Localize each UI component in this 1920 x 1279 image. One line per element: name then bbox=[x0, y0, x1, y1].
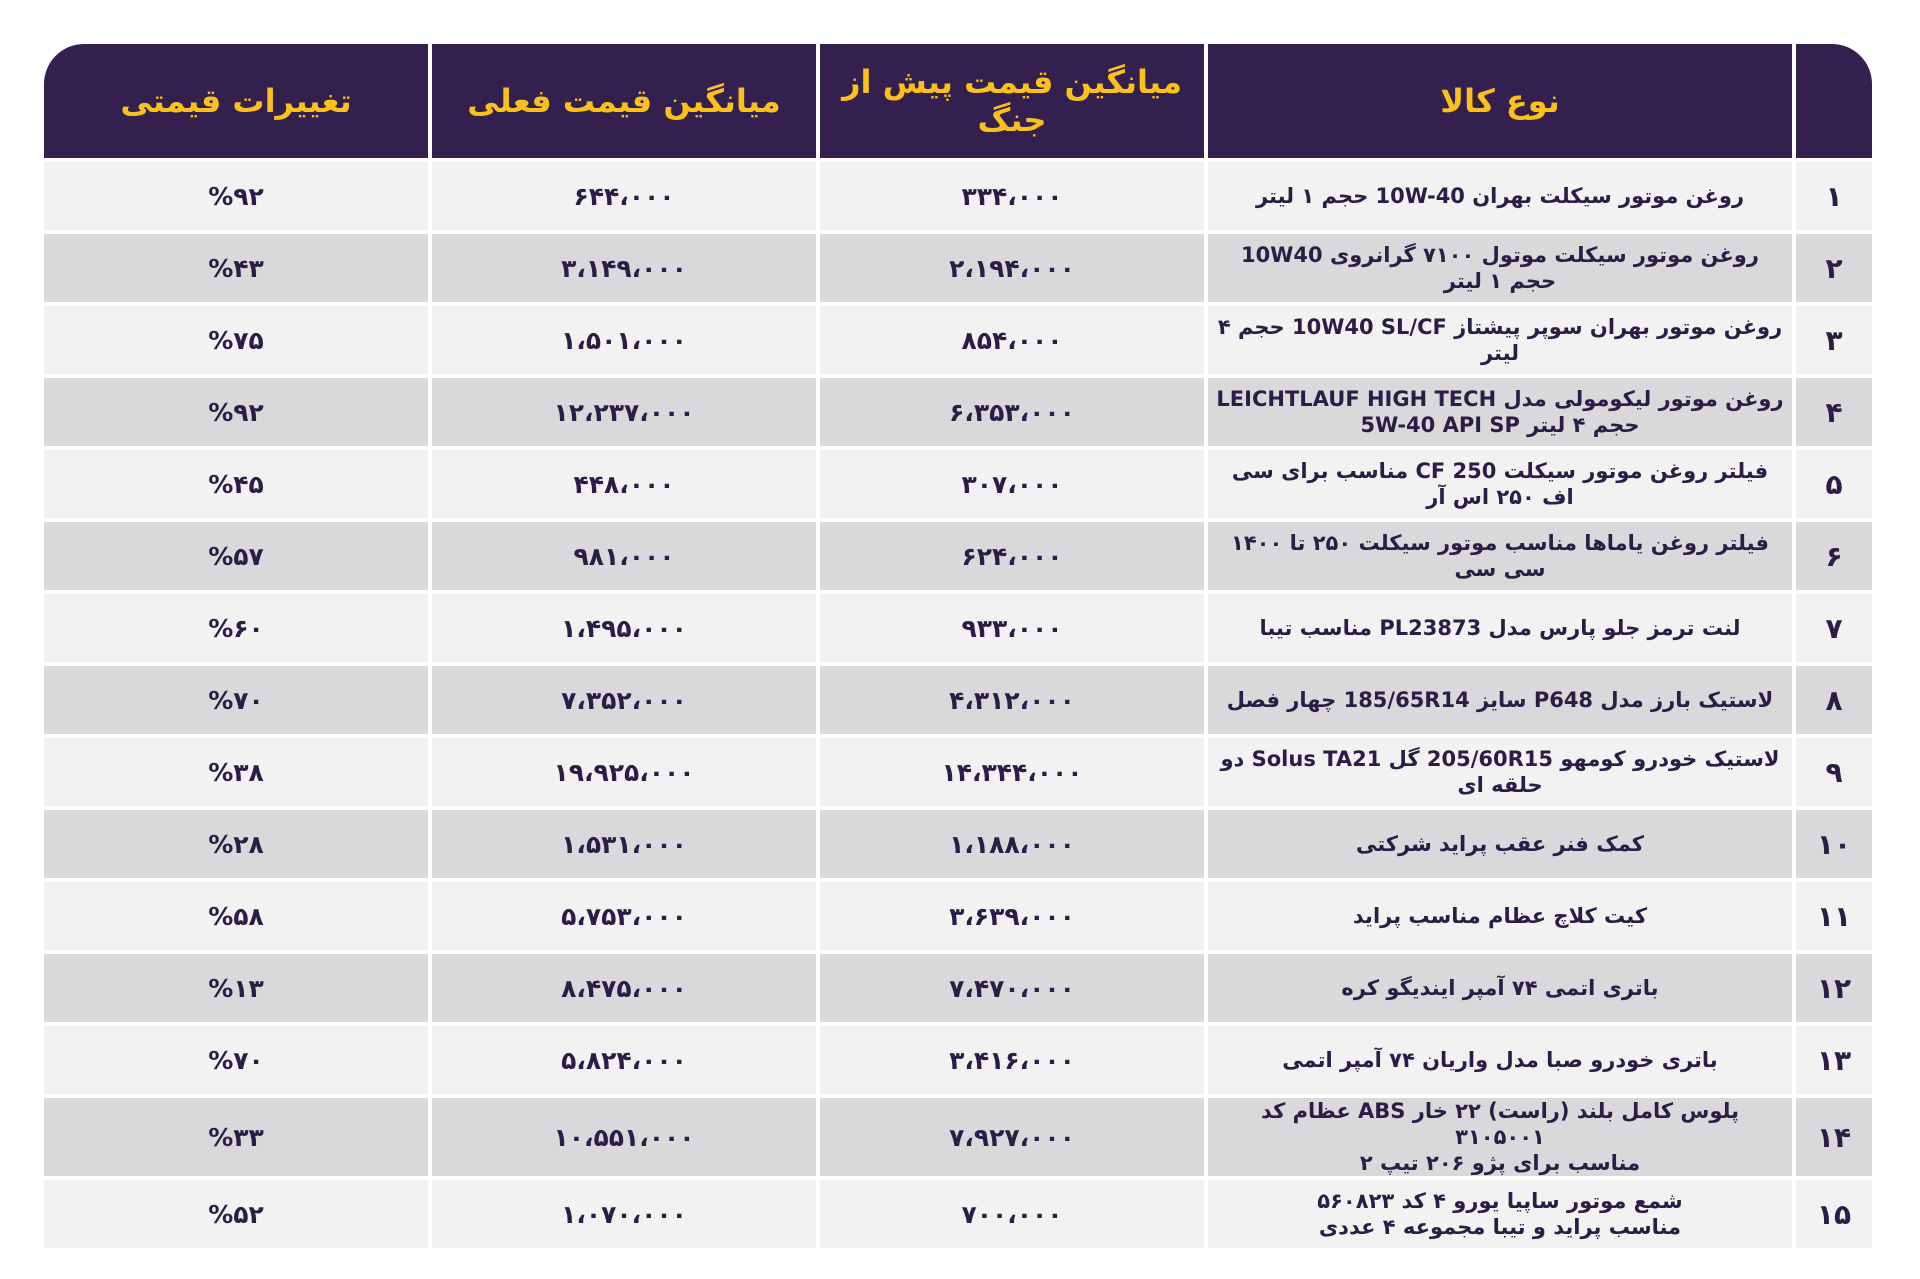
row-index: ۹ bbox=[1796, 738, 1872, 806]
row-index: ۶ bbox=[1796, 522, 1872, 590]
table-row bbox=[44, 954, 1872, 1022]
header-item-type: نوع کالا bbox=[1208, 44, 1792, 158]
row-price-change: %۲۸ bbox=[44, 810, 428, 878]
row-prewar-price: ۳،۴۱۶،۰۰۰ bbox=[820, 1026, 1204, 1094]
row-price-change: %۳۸ bbox=[44, 738, 428, 806]
row-item-name bbox=[1208, 954, 1792, 1022]
table-row bbox=[44, 666, 1872, 734]
table-row bbox=[44, 522, 1872, 590]
row-current-price: ۱۰،۵۵۱،۰۰۰ bbox=[432, 1098, 816, 1176]
price-comparison-table bbox=[40, 40, 1876, 1252]
row-current-price: ۱،۵۳۱،۰۰۰ bbox=[432, 810, 816, 878]
row-prewar-price: ۴،۳۱۲،۰۰۰ bbox=[820, 666, 1204, 734]
table-body bbox=[44, 162, 1872, 1248]
table-row bbox=[44, 1180, 1872, 1248]
row-price-change: %۹۲ bbox=[44, 162, 428, 230]
item-name-line: روغن موتور بهران سوپر پیشتاز ‎10W40 SL/CF‎ حجم ۴ لیتر bbox=[1217, 315, 1783, 365]
row-item-name bbox=[1208, 306, 1792, 374]
row-prewar-price: ۱،۱۸۸،۰۰۰ bbox=[820, 810, 1204, 878]
item-name-line: مناسب برای پژو ۲۰۶ تیپ ۲ bbox=[1359, 1151, 1641, 1175]
row-current-price: ۷،۳۵۲،۰۰۰ bbox=[432, 666, 816, 734]
table-row bbox=[44, 738, 1872, 806]
row-price-change: %۳۳ bbox=[44, 1098, 428, 1176]
header-price-change: تغییرات قیمتی bbox=[44, 44, 428, 158]
row-price-change: %۴۳ bbox=[44, 234, 428, 302]
price-comparison-table-container bbox=[44, 44, 1880, 1250]
row-current-price: ۹۸۱،۰۰۰ bbox=[432, 522, 816, 590]
row-index: ۱۴ bbox=[1796, 1098, 1872, 1176]
table-header-row bbox=[44, 44, 1872, 158]
header-prewar-price: میانگین قیمت پیش از جنگ bbox=[820, 44, 1204, 158]
table-row bbox=[44, 234, 1872, 302]
item-name-line: لاستیک بارز مدل ‎P648‎ سایز ‎185/65R14‎ چهار فصل bbox=[1226, 688, 1774, 712]
row-price-change: %۹۲ bbox=[44, 378, 428, 446]
row-price-change: %۵۲ bbox=[44, 1180, 428, 1248]
row-current-price: ۵،۷۵۳،۰۰۰ bbox=[432, 882, 816, 950]
row-item-name bbox=[1208, 594, 1792, 662]
row-prewar-price: ۷،۴۷۰،۰۰۰ bbox=[820, 954, 1204, 1022]
row-price-change: %۵۷ bbox=[44, 522, 428, 590]
row-item-name bbox=[1208, 666, 1792, 734]
item-name-line: حجم ۴ لیتر ‎5W-40 API SP‎ bbox=[1360, 413, 1640, 437]
table-row bbox=[44, 162, 1872, 230]
item-name-line: لاستیک خودرو کومهو ‎205/60R15‎ گل ‎Solus TA21‎ دو حلقه ای bbox=[1220, 747, 1780, 797]
table-row bbox=[44, 1098, 1872, 1176]
item-name-line: فیلتر روغن یاماها مناسب موتور سیکلت ۲۵۰ تا ۱۴۰۰ سی سی bbox=[1231, 531, 1769, 581]
item-name-line: باتری اتمی ۷۴ آمپر ایندیگو کره bbox=[1341, 976, 1659, 1000]
row-index: ۱۵ bbox=[1796, 1180, 1872, 1248]
row-index: ۱۱ bbox=[1796, 882, 1872, 950]
row-prewar-price: ۳۳۴،۰۰۰ bbox=[820, 162, 1204, 230]
table-row bbox=[44, 450, 1872, 518]
row-index: ۱۰ bbox=[1796, 810, 1872, 878]
table-row bbox=[44, 306, 1872, 374]
row-item-name bbox=[1208, 234, 1792, 302]
row-price-change: %۵۸ bbox=[44, 882, 428, 950]
row-index: ۸ bbox=[1796, 666, 1872, 734]
item-name-line: لنت ترمز جلو پارس مدل ‎PL23873‎ مناسب تیبا bbox=[1259, 616, 1741, 640]
row-prewar-price: ۶۲۴،۰۰۰ bbox=[820, 522, 1204, 590]
row-price-change: %۴۵ bbox=[44, 450, 428, 518]
row-prewar-price: ۷،۹۲۷،۰۰۰ bbox=[820, 1098, 1204, 1176]
row-item-name bbox=[1208, 1026, 1792, 1094]
item-name-line: شمع موتور ساپیا یورو ۴ کد ۵۶۰۸۲۳ bbox=[1317, 1189, 1683, 1213]
row-prewar-price: ۷۰۰،۰۰۰ bbox=[820, 1180, 1204, 1248]
item-name-line: روغن موتور سیکلت بهران ‎10W-40‎ حجم ۱ لیتر bbox=[1255, 184, 1745, 208]
table-row bbox=[44, 378, 1872, 446]
row-index: ۷ bbox=[1796, 594, 1872, 662]
table-row bbox=[44, 594, 1872, 662]
row-prewar-price: ۳،۶۳۹،۰۰۰ bbox=[820, 882, 1204, 950]
row-item-name bbox=[1208, 522, 1792, 590]
row-item-name bbox=[1208, 1180, 1792, 1248]
row-current-price: ۵،۸۲۴،۰۰۰ bbox=[432, 1026, 816, 1094]
item-name-line: کمک فنر عقب پراید شرکتی bbox=[1355, 832, 1645, 856]
item-name-line: فیلتر روغن موتور سیکلت ‎CF 250‎ مناسب برای سی اف ۲۵۰ اس آر bbox=[1231, 459, 1769, 509]
table-row bbox=[44, 1026, 1872, 1094]
table-row bbox=[44, 882, 1872, 950]
row-prewar-price: ۸۵۴،۰۰۰ bbox=[820, 306, 1204, 374]
row-current-price: ۱،۴۹۵،۰۰۰ bbox=[432, 594, 816, 662]
row-price-change: %۷۰ bbox=[44, 666, 428, 734]
item-name-line: روغن موتور سیکلت موتول ۷۱۰۰ گرانروی ‎10W40‎ حجم ۱ لیتر bbox=[1241, 243, 1759, 293]
row-index: ۱ bbox=[1796, 162, 1872, 230]
row-current-price: ۶۴۴،۰۰۰ bbox=[432, 162, 816, 230]
row-index: ۱۳ bbox=[1796, 1026, 1872, 1094]
row-item-name bbox=[1208, 162, 1792, 230]
row-index: ۵ bbox=[1796, 450, 1872, 518]
row-prewar-price: ۶،۳۵۳،۰۰۰ bbox=[820, 378, 1204, 446]
row-current-price: ۱۹،۹۲۵،۰۰۰ bbox=[432, 738, 816, 806]
row-current-price: ۸،۴۷۵،۰۰۰ bbox=[432, 954, 816, 1022]
row-item-name bbox=[1208, 738, 1792, 806]
row-index: ۴ bbox=[1796, 378, 1872, 446]
row-current-price: ۱۲،۲۳۷،۰۰۰ bbox=[432, 378, 816, 446]
item-name-line: کیت کلاچ عظام مناسب پراید bbox=[1352, 904, 1648, 928]
row-index: ۳ bbox=[1796, 306, 1872, 374]
row-item-name bbox=[1208, 378, 1792, 446]
row-prewar-price: ۲،۱۹۴،۰۰۰ bbox=[820, 234, 1204, 302]
row-current-price: ۱،۰۷۰،۰۰۰ bbox=[432, 1180, 816, 1248]
row-index: ۱۲ bbox=[1796, 954, 1872, 1022]
row-item-name bbox=[1208, 1098, 1792, 1176]
row-price-change: %۱۳ bbox=[44, 954, 428, 1022]
row-item-name bbox=[1208, 450, 1792, 518]
row-prewar-price: ۱۴،۳۴۴،۰۰۰ bbox=[820, 738, 1204, 806]
row-item-name bbox=[1208, 810, 1792, 878]
header-index bbox=[1796, 44, 1872, 158]
row-prewar-price: ۹۳۳،۰۰۰ bbox=[820, 594, 1204, 662]
row-current-price: ۴۴۸،۰۰۰ bbox=[432, 450, 816, 518]
row-price-change: %۶۰ bbox=[44, 594, 428, 662]
row-prewar-price: ۳۰۷،۰۰۰ bbox=[820, 450, 1204, 518]
row-index: ۲ bbox=[1796, 234, 1872, 302]
item-name-line: روغن موتور لیکومولی مدل LEICHTLAUF HIGH TECH bbox=[1216, 387, 1784, 411]
item-name-line: مناسب پراید و تیبا مجموعه ۴ عددی bbox=[1318, 1215, 1682, 1239]
row-price-change: %۷۵ bbox=[44, 306, 428, 374]
item-name-line: پلوس کامل بلند (راست) ۲۲ خار ABS عظام کد ۳۱۰۵۰۰۱ bbox=[1260, 1099, 1740, 1149]
table-row bbox=[44, 810, 1872, 878]
row-price-change: %۷۰ bbox=[44, 1026, 428, 1094]
header-current-price: میانگین قیمت فعلی bbox=[432, 44, 816, 158]
item-name-line: باتری خودرو صبا مدل واریان ۷۴ آمپر اتمی bbox=[1282, 1048, 1718, 1072]
row-item-name bbox=[1208, 882, 1792, 950]
row-current-price: ۳،۱۴۹،۰۰۰ bbox=[432, 234, 816, 302]
row-current-price: ۱،۵۰۱،۰۰۰ bbox=[432, 306, 816, 374]
